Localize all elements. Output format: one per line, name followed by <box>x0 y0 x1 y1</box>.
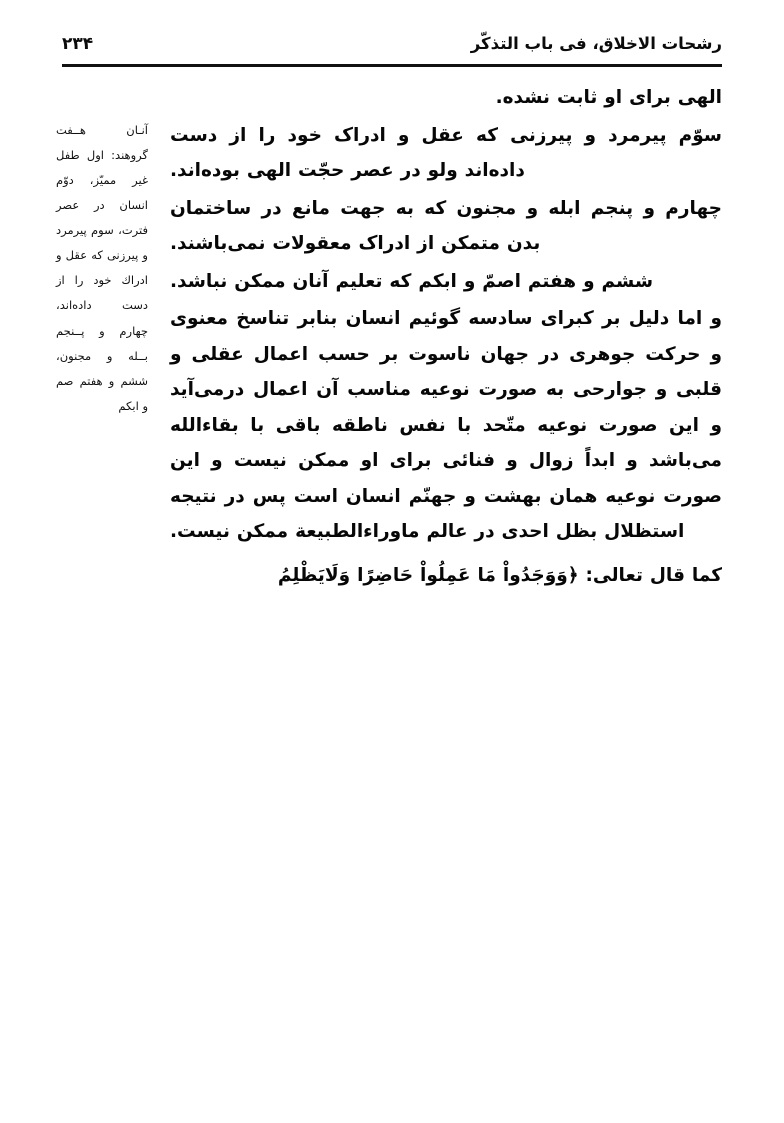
quran-citation <box>170 558 722 594</box>
margin-note-column <box>56 118 148 419</box>
header-divider <box>62 64 722 67</box>
quran-intro-text: کما قال تعالی: <box>585 564 722 586</box>
margin-note-text: آنـان هــفت گروهند: اول طفل غیر ممیّز، دوّم انسان در عصر فترت، سوم پیرمرد و پیرزنی که عقل و ادراك خود را از دست داده‌اند، چهارم و پــنجم بــله و مجنون، ششم و هفتم صم و ابکم <box>56 123 148 413</box>
paragraph-continuation: الهی برای او ثابت نشده. <box>495 87 722 108</box>
page-number: ۲۳۴ <box>62 34 94 54</box>
paragraph-argument: و اما دلیل بر کبرای سادسه گوئیم انسان بنابر تناسخ معنوی و حرکت جوهری در جهان ناسوت بر حسب اعمال عقلی و قلبی و جوارحی به صورت نوعیه مناسب آن اعمال درمی‌آید و این صورت نوعیه متّحد با نفس ناطقه باقی با بقاءالله می‌باشد و ابداً زوال و فنائی برای او ممکن نیست و این صورت نوعیه همان بهشت و جهنّم انسان است پس در نتیجه استظلال بظل احدی در عالم ماوراءالطبیعة ممکن نیست. <box>170 308 722 543</box>
header-title: رشحات الاخلاق، فی باب التذکّر <box>470 34 722 53</box>
main-text-column <box>170 80 722 595</box>
paragraph-fourth-fifth-item: چهارم و پنجم ابله و مجنون که به جهت مانع در ساختمان بدن متمکن از ادراک معقولات نمی‌باشند. <box>170 197 722 255</box>
paragraph-sixth-seventh-item: ششم و هفتم اصمّ و ابکم که تعلیم آنان ممکن نباشد. <box>170 270 654 292</box>
paragraph-third-item: سوّم پیرمرد و پیرزنی که عقل و ادراک خود را از دست داده‌اند ولو در عصر حجّت الهی بوده‌اند. <box>170 124 722 182</box>
page-header <box>62 34 722 54</box>
quran-verse-text: ﴿وَوَجَدُواْ مَا عَمِلُواْ حَاضِرًا وَلَایَظْلِمُ <box>277 564 579 586</box>
